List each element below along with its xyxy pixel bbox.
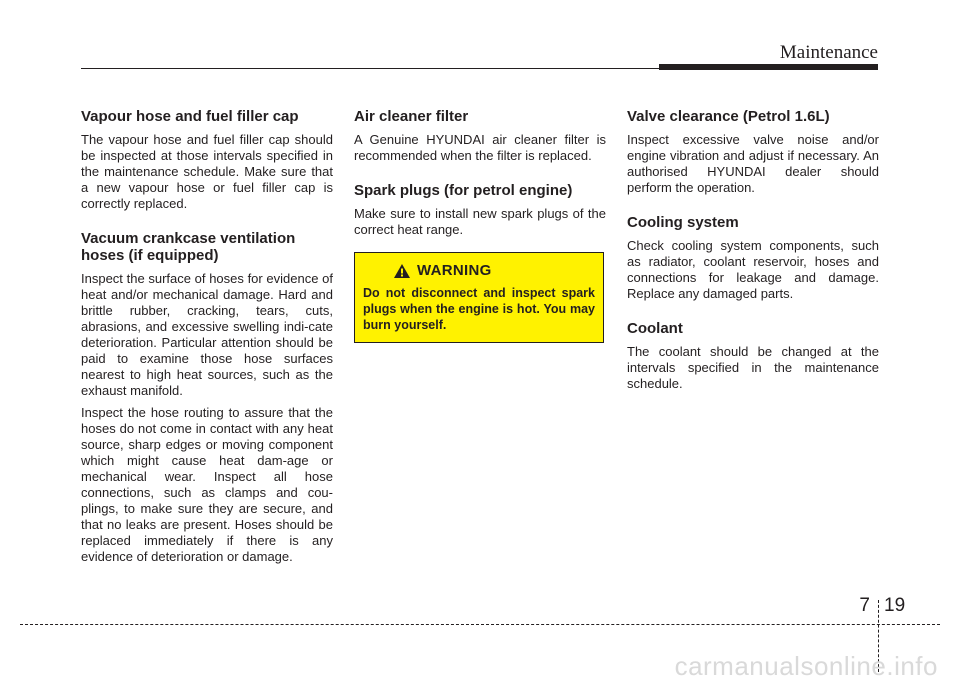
heading-valve-clearance: Valve clearance (Petrol 1.6L) bbox=[627, 108, 830, 125]
warning-header bbox=[393, 262, 595, 279]
paragraph-cooling-system: Check cooling system components, such as radiator, coolant reservoir, hoses and connections for leakage and damage. Replace any damaged parts. bbox=[627, 238, 879, 301]
heading-vacuum-crankcase: Vacuum crankcase ventilation hoses (if equipped) bbox=[81, 230, 296, 264]
header-rule-thick bbox=[659, 64, 878, 70]
chapter-number: 7 bbox=[859, 595, 870, 616]
footer-dashed-rule bbox=[20, 624, 940, 625]
paragraph-vapour-hose: The vapour hose and fuel filler cap should be inspected at those intervals specified in the maintenance schedule. Make sure that a new vapour hose or fuel filler cap is correctly replaced. bbox=[81, 132, 333, 211]
paragraph-vacuum-crankcase-2: Inspect the hose routing to assure that the hoses do not come in contact with any heat source, sharp edges or moving component which might cause heat dam-age or mechanical wear. Inspect all hose connections, such as clamps and cou-plings, to make sure they are secure, and that no leaks are present. Hoses should be replaced immediately if there is any evidence of deterioration or damage. bbox=[81, 405, 333, 564]
page-number: 19 bbox=[884, 595, 906, 616]
paragraph-coolant: The coolant should be changed at the intervals specified in the maintenance schedule. bbox=[627, 344, 879, 391]
page-header-title: Maintenance bbox=[779, 42, 878, 63]
warning-text: Do not disconnect and inspect spark plugs when the engine is hot. You may burn yourself. bbox=[363, 286, 595, 332]
warning-title: WARNING bbox=[417, 262, 492, 279]
heading-vapour-hose: Vapour hose and fuel filler cap bbox=[81, 108, 299, 125]
paragraph-valve-clearance: Inspect excessive valve noise and/or engine vibration and adjust if necessary. An authorised HYUNDAI dealer should perform the operation. bbox=[627, 132, 879, 195]
paragraph-vacuum-crankcase-1: Inspect the surface of hoses for evidence of heat and/or mechanical damage. Hard and brittle rubber, cracking, tears, cuts, abrasions, and excessive swelling indi-cate deterioration. Particular attention should be paid to examine those hose surfaces nearest to high heat sources, such as the exhaust manifold. bbox=[81, 271, 333, 398]
paragraph-air-cleaner: A Genuine HYUNDAI air cleaner filter is recommended when the filter is replaced. bbox=[354, 132, 606, 163]
heading-coolant: Coolant bbox=[627, 320, 683, 337]
watermark: carmanualsonline.info bbox=[674, 651, 938, 681]
column-right bbox=[627, 108, 879, 398]
warning-triangle-icon bbox=[393, 263, 411, 279]
column-middle bbox=[354, 108, 606, 343]
heading-air-cleaner: Air cleaner filter bbox=[354, 108, 469, 125]
column-left bbox=[81, 108, 333, 571]
heading-spark-plugs: Spark plugs (for petrol engine) bbox=[354, 182, 573, 199]
warning-box bbox=[354, 252, 604, 343]
paragraph-spark-plugs: Make sure to install new spark plugs of the correct heat range. bbox=[354, 206, 606, 237]
heading-cooling-system: Cooling system bbox=[627, 214, 739, 231]
